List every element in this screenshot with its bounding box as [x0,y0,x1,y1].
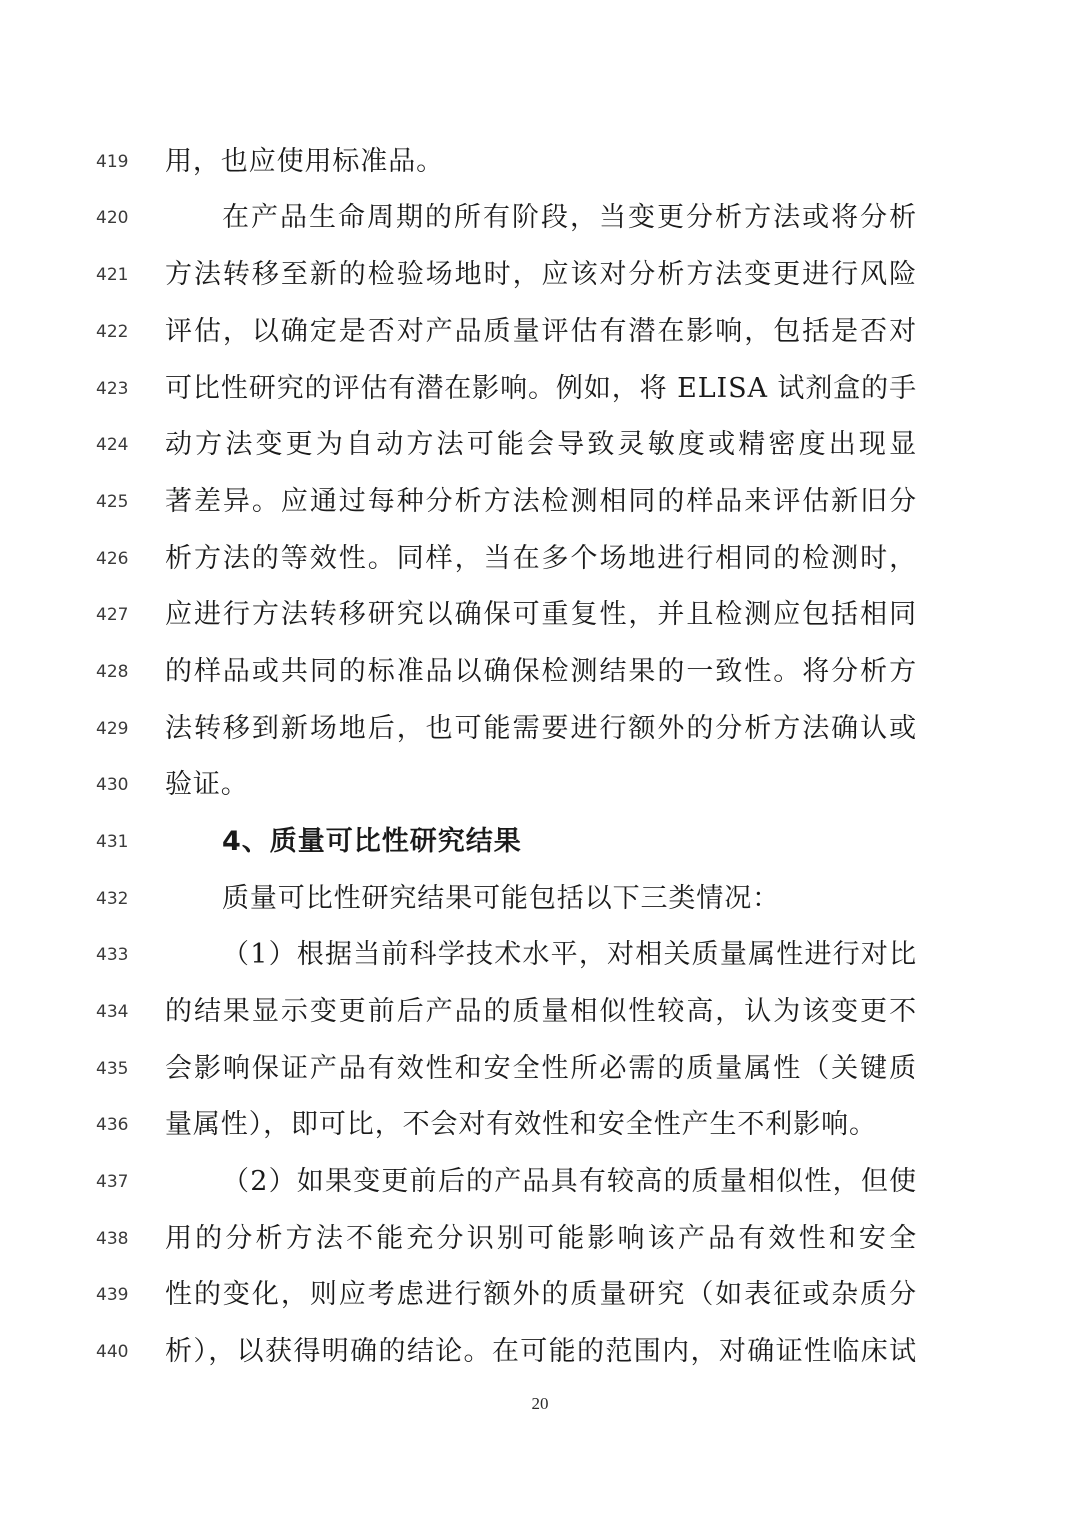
line-text: 著差异。应通过每种分析方法检测相同的样品来评估新旧分 [165,486,917,517]
line-number: 434 [96,1002,129,1022]
line-number: 437 [96,1172,129,1192]
text-line [0,871,1080,927]
section-heading: 4、质量可比性研究结果 [222,826,522,857]
line-text: 方法转移至新的检验场地时，应该对分析方法变更进行风险 [165,259,917,290]
text-line [0,1324,1080,1380]
text-line [0,361,1080,417]
text-line [0,417,1080,473]
text-line [0,1041,1080,1097]
line-text: 性的变化，则应考虑进行额外的质量研究（如表征或杂质分 [165,1279,917,1310]
line-text: 应进行方法转移研究以确保可重复性，并且检测应包括相同 [165,599,917,630]
line-number: 420 [96,208,129,228]
line-number: 439 [96,1285,129,1305]
line-number: 422 [96,322,129,342]
text-line [0,757,1080,813]
text-line [0,531,1080,587]
line-number: 426 [96,549,129,569]
line-text: 在产品生命周期的所有阶段，当变更分析方法或将分析 [222,202,917,233]
line-text: 法转移到新场地后，也可能需要进行额外的分析方法确认或 [165,713,917,744]
text-line [0,304,1080,360]
line-text: 用，也应使用标准品。 [165,146,444,177]
text-line [0,927,1080,983]
text-line [0,134,1080,190]
line-number: 419 [96,152,129,172]
line-text: 量属性），即可比，不会对有效性和安全性产生不利影响。 [165,1109,877,1140]
line-number: 432 [96,889,129,909]
line-text: 的样品或共同的标准品以确保检测结果的一致性。将分析方 [165,656,917,687]
text-line [0,247,1080,303]
line-text: 可比性研究的评估有潜在影响。例如，将 ELISA 试剂盒的手 [165,373,917,404]
text-line [0,1211,1080,1267]
line-number: 438 [96,1229,129,1249]
page-number: 20 [531,1394,549,1413]
line-text: 评估，以确定是否对产品质量评估有潜在影响，包括是否对 [165,316,917,347]
text-line [0,190,1080,246]
line-number: 425 [96,492,129,512]
line-text: 会影响保证产品有效性和安全性所必需的质量属性（关键质 [165,1053,917,1084]
line-number: 427 [96,605,129,625]
text-line [0,1154,1080,1210]
line-number: 428 [96,662,129,682]
line-number: 429 [96,719,129,739]
line-number: 433 [96,945,129,965]
text-line [0,701,1080,757]
line-text: 析方法的等效性。同样，当在多个场地进行相同的检测时， [165,543,917,574]
line-text: 动方法变更为自动方法可能会导致灵敏度或精密度出现显 [165,429,917,460]
line-text: 质量可比性研究结果可能包括以下三类情况： [222,883,780,914]
line-number: 431 [96,832,129,852]
text-line [0,984,1080,1040]
line-number: 436 [96,1115,129,1135]
line-text: 验证。 [165,769,249,800]
section-heading-line [0,814,1080,870]
line-text: 用的分析方法不能充分识别可能影响该产品有效性和安全 [165,1223,917,1254]
text-line [0,474,1080,530]
line-text: （2）如果变更前后的产品具有较高的质量相似性，但使 [222,1166,917,1197]
text-line [0,1097,1080,1153]
line-text: 的结果显示变更前后产品的质量相似性较高，认为该变更不 [165,996,917,1027]
text-line [0,587,1080,643]
line-text: （1）根据当前科学技术水平，对相关质量属性进行对比 [222,939,917,970]
line-number: 421 [96,265,129,285]
line-number: 423 [96,379,129,399]
text-line [0,1267,1080,1323]
line-number: 435 [96,1059,129,1079]
line-number: 424 [96,435,129,455]
line-text: 析），以获得明确的结论。在可能的范围内，对确证性临床试 [165,1336,917,1367]
line-number: 430 [96,775,129,795]
text-line [0,644,1080,700]
line-number: 440 [96,1342,129,1362]
